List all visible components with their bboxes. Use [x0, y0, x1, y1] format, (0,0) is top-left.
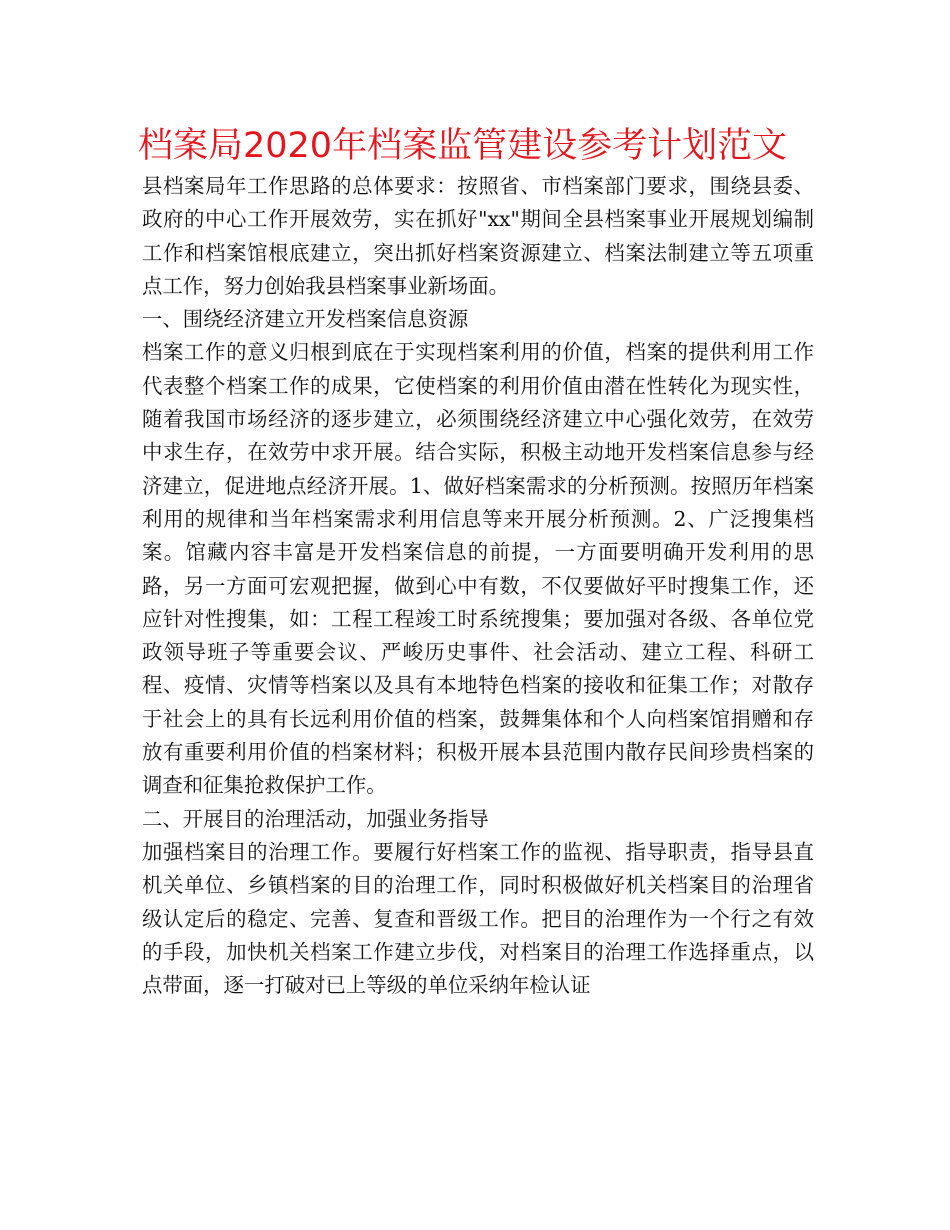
section-1-paragraph: 档案工作的意义归根到底在于实现档案利用的价值，档案的提供利用工作代表整个档案工作的成果，它使档案的利用价值由潜在性转化为现实性，随着我国市场经济的逐步建立，必须围绕经济建立中心强化效劳，在效劳中求生存，在效劳中求开展。结合实际，积极主动地开发档案信息参与经济建立，促进地点经济开展。1、做好档案需求的分析预测。按照历年档案利用的规律和当年档案需求利用信息等来开展分析预测。2、广泛搜集档案。馆藏内容丰富是开发档案信息的前提，一方面要明确开发利用的思路，另一方面可宏观把握，做到心中有数，不仅要做好平时搜集工作，还应针对性搜集，如：工程工程竣工时系统搜集；要加强对各级、各单位党政领导班子等重要会议、严峻历史事件、社会活动、建立工程、科研工程、疫情、灾情等档案以及具有本地特色档案的接收和征集工作；对散存于社会上的具有长远利用价值的档案，鼓舞集体和个人向档案馆捐赠和存放有重要利用价值的档案材料；积极开展本县范围内散存民间珍贵档案的调查和征集抢救保护工作。: [142, 340, 814, 798]
document-page: [138, 122, 814, 1002]
section-2-paragraph: 加强档案目的治理工作。要履行好档案工作的监视、指导职责，指导县直机关单位、乡镇档案的目的治理工作，同时积极做好机关档案目的治理省级认定后的稳定、完善、复查和晋级工作。把目的治理作为一个行之有效的手段，加快机关档案工作建立步伐，对档案目的治理工作选择重点，以点带面，逐一打破对已上等级的单位采纳年检认证: [142, 839, 814, 998]
section-2-heading: 二、开展目的治理活动，加强业务指导: [142, 806, 489, 831]
intro-paragraph: 县档案局年工作思路的总体要求：按照省、市档案部门要求，围绕县委、政府的中心工作开展效劳，实在抓好"xx"期间全县档案事业开展规划编制工作和档案馆根底建立，突出抓好档案资源建立、档案法制建立等五项重点工作，努力创始我县档案事业新场面。: [142, 174, 814, 298]
document-title: 档案局2020年档案监管建设参考计划范文: [138, 126, 788, 166]
section-1-heading: 一、围绕经济建立开发档案信息资源: [142, 307, 469, 332]
